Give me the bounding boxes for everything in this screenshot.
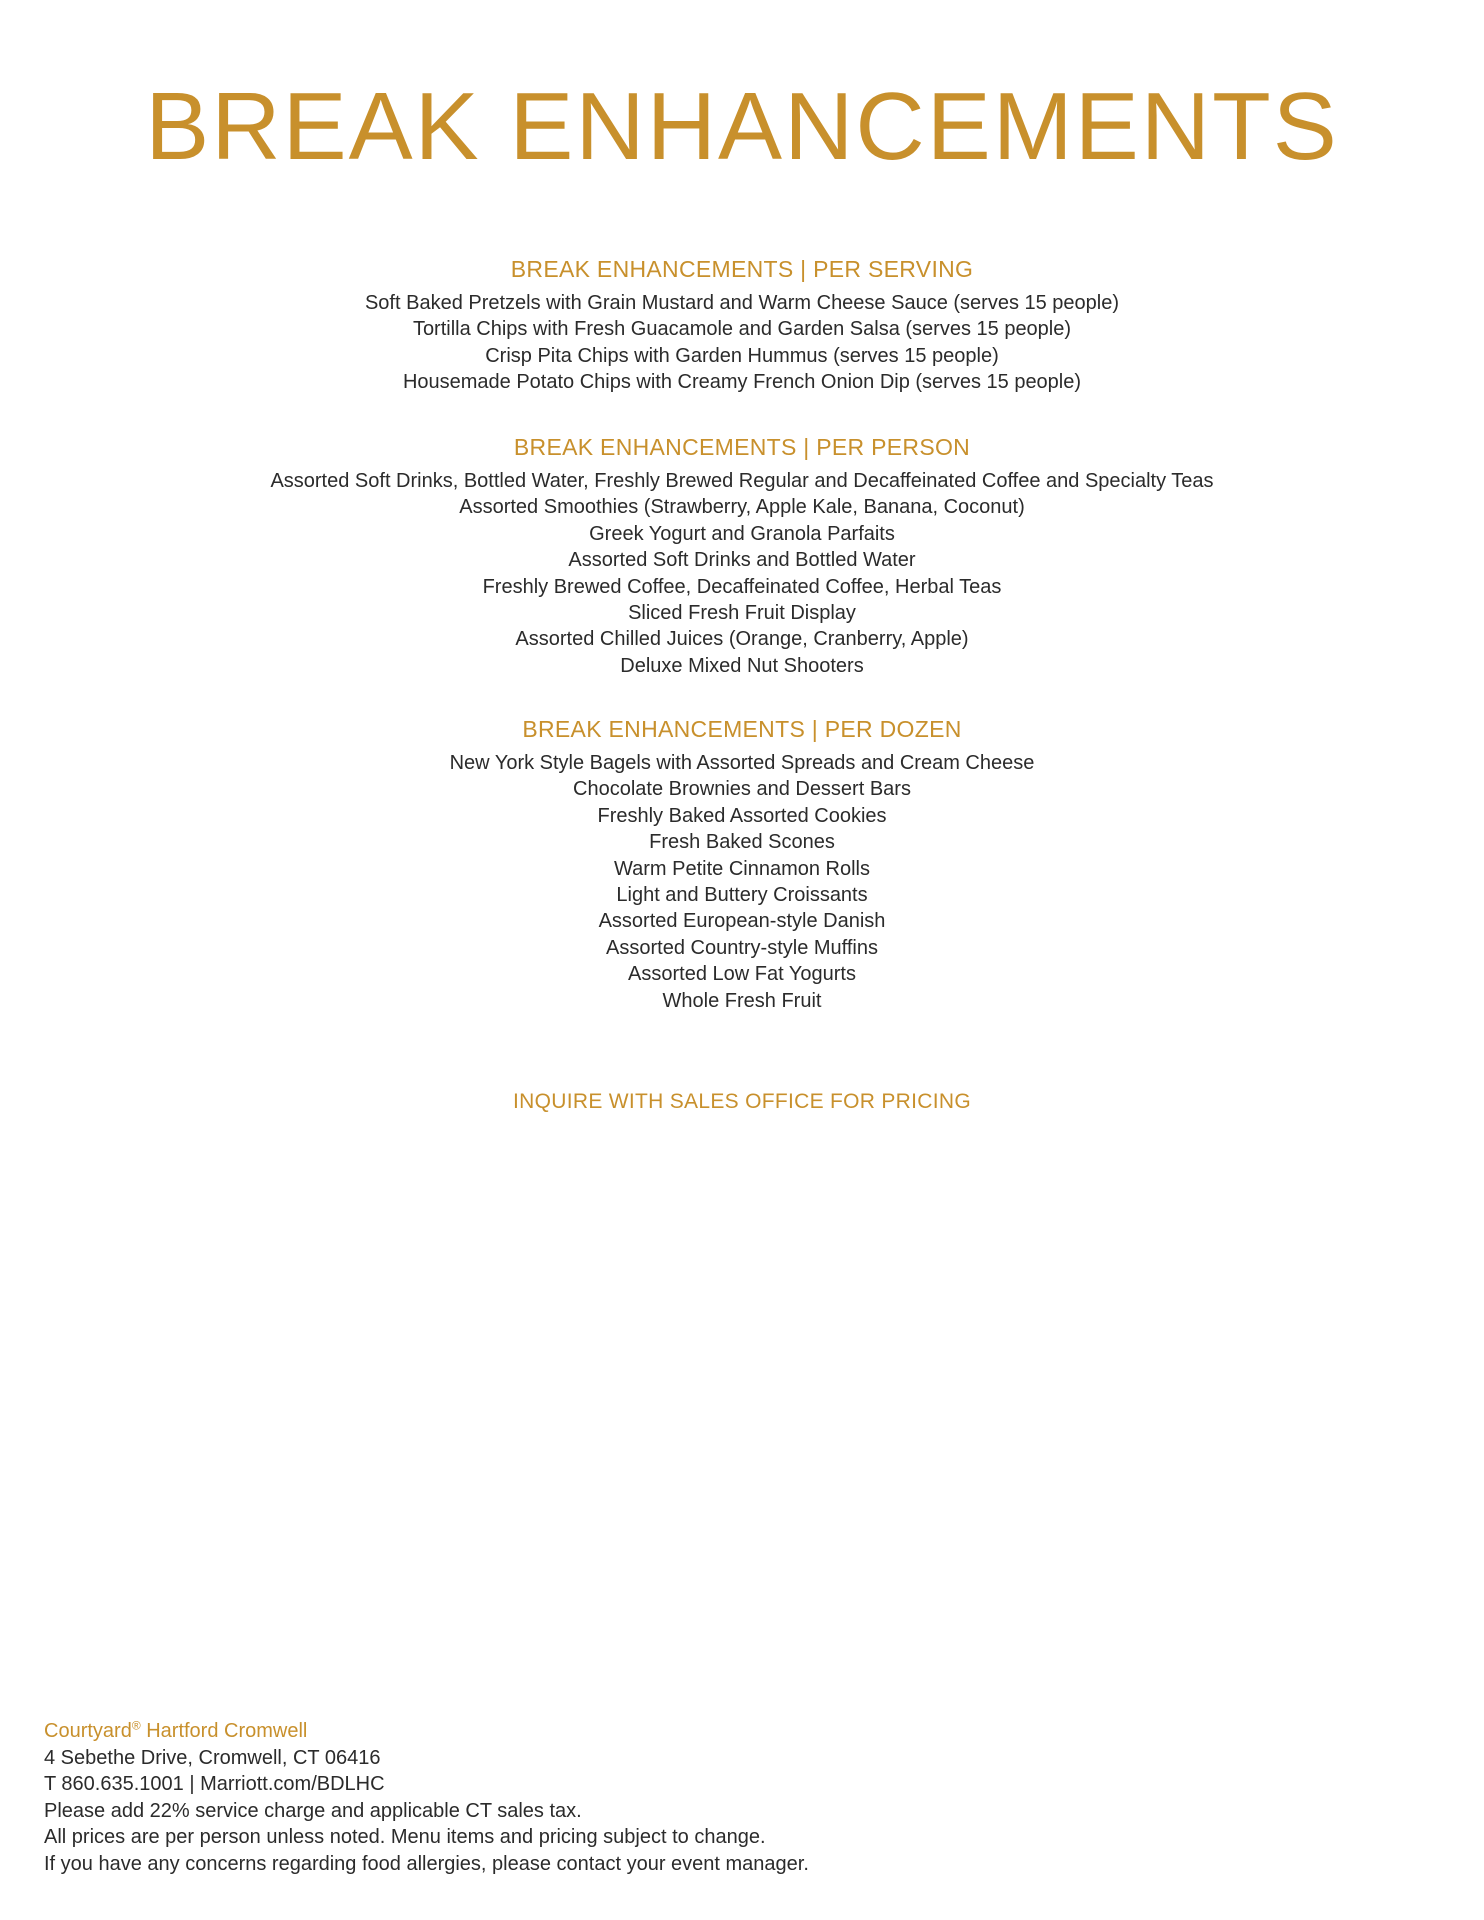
menu-item: Assorted European-style Danish: [598, 910, 886, 933]
menu-item: Housemade Potato Chips with Creamy French Onion Dip (serves 15 people): [402, 371, 1082, 394]
service-charge-note: Please add 22% service charge and applicable CT sales tax.: [44, 1799, 582, 1822]
section-heading: BREAK ENHANCEMENTS | PER SERVING: [510, 256, 974, 282]
page-title: BREAK ENHANCEMENTS: [145, 73, 1339, 180]
section-heading: BREAK ENHANCEMENTS | PER PERSON: [513, 434, 971, 460]
section-per-person: [0, 432, 1484, 679]
menu-item: Fresh Baked Scones: [649, 831, 835, 854]
menu-item: Whole Fresh Fruit: [662, 989, 822, 1012]
menu-item: Greek Yogurt and Granola Parfaits: [589, 522, 895, 545]
section-per-serving: [0, 254, 1484, 396]
menu-item: Assorted Soft Drinks and Bottled Water: [568, 549, 916, 572]
menu-item: Freshly Brewed Coffee, Decaffeinated Coffee, Herbal Teas: [482, 575, 1002, 598]
menu-item: Soft Baked Pretzels with Grain Mustard and Warm Cheese Sauce (serves 15 people): [364, 292, 1120, 314]
registered-mark: ®: [131, 1718, 141, 1733]
menu-item: Deluxe Mixed Nut Shooters: [620, 654, 864, 677]
menu-item: Assorted Smoothies (Strawberry, Apple Kale, Banana, Coconut): [459, 496, 1025, 519]
menu-item: Assorted Country-style Muffins: [606, 936, 878, 959]
pricing-note: All prices are per person unless noted. Menu items and pricing subject to change.: [44, 1826, 766, 1849]
hotel-contact: T 860.635.1001 | Marriott.com/BDLHC: [44, 1773, 385, 1796]
menu-item: Warm Petite Cinnamon Rolls: [613, 857, 870, 880]
section-per-dozen: [0, 714, 1484, 1014]
hotel-name-prefix: Courtyard: [44, 1720, 132, 1742]
footer: [44, 1718, 1144, 1878]
menu-item: Assorted Soft Drinks, Bottled Water, Freshly Brewed Regular and Decaffeinated Coffee and Specialty Teas: [270, 470, 1214, 492]
section-heading: BREAK ENHANCEMENTS | PER DOZEN: [522, 716, 962, 742]
menu-item: Freshly Baked Assorted Cookies: [597, 804, 887, 827]
menu-item: Tortilla Chips with Fresh Guacamole and Garden Salsa (serves 15 people): [412, 318, 1072, 341]
menu-item: Assorted Chilled Juices (Orange, Cranberry, Apple): [515, 628, 969, 651]
menu-item: Crisp Pita Chips with Garden Hummus (serves 15 people): [485, 344, 999, 367]
hotel-name-suffix: Hartford Cromwell: [140, 1720, 308, 1742]
menu-item: Assorted Low Fat Yogurts: [628, 963, 856, 986]
pricing-inquiry-note: INQUIRE WITH SALES OFFICE FOR PRICING: [513, 1090, 971, 1113]
allergy-note: If you have any concerns regarding food allergies, please contact your event manager.: [44, 1852, 809, 1875]
menu-item: Light and Buttery Croissants: [616, 884, 868, 907]
menu-item: Sliced Fresh Fruit Display: [628, 602, 856, 625]
menu-item: New York Style Bagels with Assorted Spreads and Cream Cheese: [449, 752, 1035, 774]
hotel-address: 4 Sebethe Drive, Cromwell, CT 06416: [44, 1746, 381, 1769]
hotel-name: [44, 1718, 1144, 1745]
menu-item: Chocolate Brownies and Dessert Bars: [573, 778, 911, 801]
